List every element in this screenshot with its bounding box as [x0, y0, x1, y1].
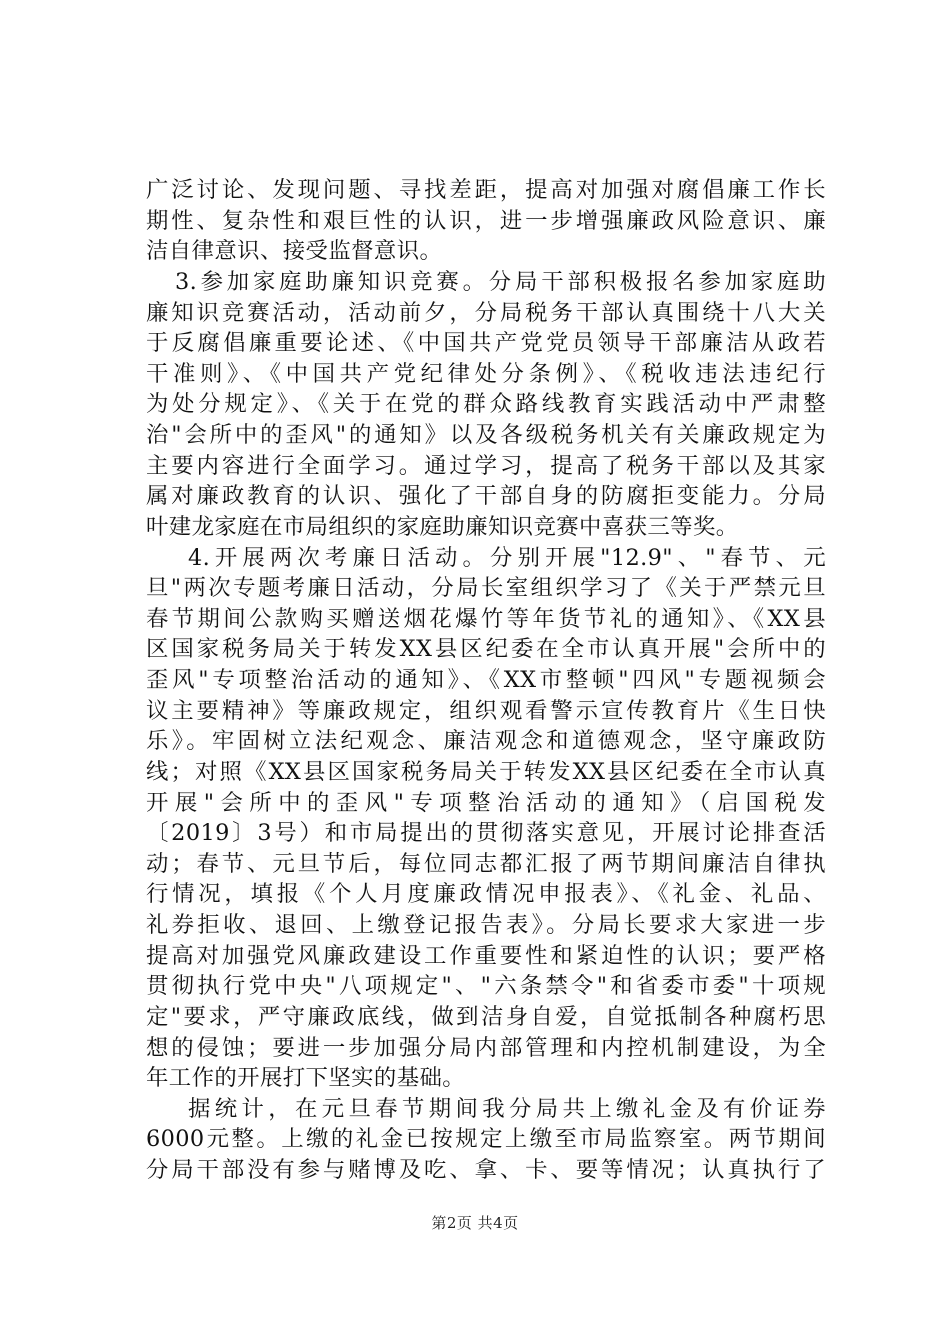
- body-line: 歪风"专项整治活动的通知》、《XX市整顿"四风"专题视频会: [146, 667, 826, 693]
- body-line: 贯彻执行党中央"八项规定"、"六条禁令"和省委市委"十项规: [146, 973, 826, 1000]
- body-line: 区国家税务局关于转发XX县区纪委在全市认真开展"会所中的: [146, 636, 826, 663]
- body-line: 年工作的开展打下坚实的基础。: [146, 1065, 466, 1092]
- body-line: 乐》。牢固树立法纪观念、廉洁观念和道德观念，坚守廉政防: [146, 728, 826, 755]
- body-line: 叶建龙家庭在市局组织的家庭助廉知识竞赛中喜获三等奖。: [146, 513, 739, 540]
- body-line: 想的侵蚀；要进一步加强分局内部管理和内控机制建设，为全: [146, 1034, 826, 1061]
- body-line: 提高对加强党风廉政建设工作重要性和紧迫性的认识；要严格: [146, 942, 826, 969]
- body-line: 属对廉政教育的认识、强化了干部自身的防腐拒变能力。分局: [146, 483, 826, 510]
- body-line: 干准则》、《中国共产党纪律处分条例》、《税收违法违纪行: [146, 360, 826, 387]
- body-line: 于反腐倡廉重要论述、《中国共产党党员领导干部廉洁从政若: [146, 330, 826, 357]
- body-line: 旦"两次专题考廉日活动，分局长室组织学习了《关于严禁元旦: [146, 575, 826, 602]
- body-line: 开展"会所中的歪风"专项整治活动的通知》（启国税发: [146, 789, 826, 816]
- page-number-footer: 第2页 共4页: [431, 1214, 519, 1232]
- statistics-paragraph-line: 据统计，在元旦春节期间我分局共上缴礼金及有价证券: [188, 1095, 826, 1122]
- body-line: 线；对照《XX县区国家税务局关于转发XX县区纪委在全市认真: [146, 758, 826, 785]
- body-line: 为处分规定》、《关于在党的群众路线教育实践活动中严肃整: [146, 391, 826, 418]
- body-line: 定"要求，严守廉政底线，做到洁身自爱，自觉抵制各种腐朽思: [146, 1003, 826, 1030]
- body-line: 广泛讨论、发现问题、寻找差距，提高对加强对腐倡廉工作长: [146, 177, 826, 203]
- body-line: 洁自律意识、接受监督意识。: [146, 238, 443, 265]
- body-line: 廉知识竞赛活动，活动前夕，分局税务干部认真围绕十八大关: [146, 299, 826, 326]
- body-line: 6000元整。上缴的礼金已按规定上缴至市局监察室。两节期间: [146, 1126, 826, 1153]
- body-line: 治"会所中的歪风"的通知》以及各级税务机关有关廉政规定为: [146, 422, 826, 448]
- body-line: 春节期间公款购买赠送烟花爆竹等年货节礼的通知》、《XX县: [146, 605, 826, 632]
- body-line: 行情况，填报《个人月度廉政情况申报表》、《礼金、礼品、: [146, 881, 826, 908]
- body-line: 动；春节、元旦节后，每位同志都汇报了两节期间廉洁自律执: [146, 850, 826, 877]
- paragraph-4-heading-line: 4.开展两次考廉日活动。分别开展"12.9"、"春节、元: [188, 544, 826, 571]
- paragraph-3-heading-line: 3.参加家庭助廉知识竞赛。分局干部积极报名参加家庭助: [175, 268, 826, 295]
- body-line: 礼券拒收、退回、上缴登记报告表》。分局长要求大家进一步: [146, 912, 826, 938]
- body-line: 分局干部没有参与赌博及吃、拿、卡、要等情况；认真执行了: [146, 1157, 826, 1183]
- body-line: 主要内容进行全面学习。通过学习，提高了税务干部以及其家: [146, 452, 826, 479]
- body-line: 〔2019〕3号）和市局提出的贯彻落实意见，开展讨论排查活: [146, 820, 826, 847]
- body-line: 议主要精神》等廉政规定，组织观看警示宣传教育片《生日快: [146, 697, 826, 724]
- body-line: 期性、复杂性和艰巨性的认识，进一步增强廉政风险意识、廉: [146, 207, 826, 234]
